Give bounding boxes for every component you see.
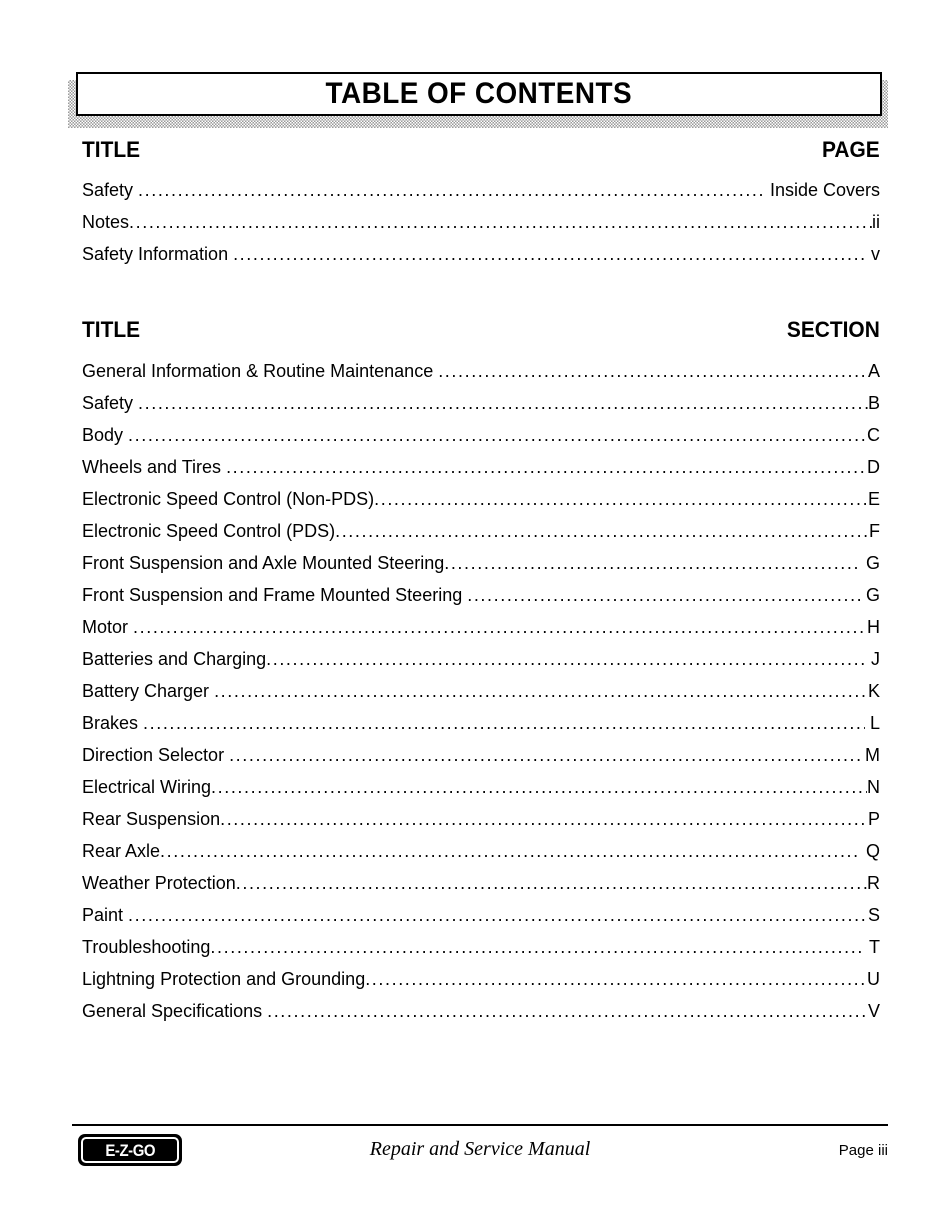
toc-entry-reference: C — [867, 425, 880, 445]
toc-entry-title: Rear Suspension — [82, 809, 221, 829]
toc-entry-title: Wheels and Tires — [82, 457, 222, 477]
toc-entry — [82, 449, 880, 481]
toc-entry — [82, 385, 880, 417]
footer-divider — [72, 1124, 888, 1126]
toc-entry-title: Electronic Speed Control (PDS) — [82, 521, 336, 541]
toc-entry-reference: F — [869, 521, 880, 541]
toc-entry — [82, 236, 880, 268]
toc-entry — [82, 481, 880, 513]
toc-entry-title: Direction Selector — [82, 745, 225, 765]
toc-entry — [82, 833, 880, 865]
toc-section-list — [82, 353, 880, 1025]
toc-entry-title: Brakes — [82, 713, 139, 733]
toc-entry-title: Front Suspension and Axle Mounted Steering — [82, 553, 445, 573]
toc-entry-reference: J — [871, 649, 880, 669]
toc-leader-dots — [143, 713, 865, 733]
toc-entry-reference: B — [867, 393, 880, 413]
toc-entry-reference: G — [865, 585, 880, 605]
toc-leader-dots — [128, 905, 868, 925]
toc-entry — [82, 577, 880, 609]
toc-entry-reference: U — [867, 969, 880, 989]
toc-entry — [82, 513, 880, 545]
toc-leader-dots — [233, 244, 866, 264]
toc-entry-title: Body — [82, 425, 124, 445]
toc-entry-reference: V — [867, 1001, 880, 1021]
toc-entry — [82, 801, 880, 833]
toc-entry — [82, 417, 880, 449]
toc-entry-reference: D — [867, 457, 880, 477]
banner-box — [76, 72, 882, 116]
toc-entry-title: Rear Axle — [82, 841, 161, 861]
page-column-header — [82, 137, 880, 163]
toc-entry-reference: ii — [872, 212, 880, 232]
toc-leader-dots — [229, 745, 860, 765]
toc-entry-reference: N — [867, 777, 880, 797]
toc-entry — [82, 769, 880, 801]
toc-entry-reference: L — [869, 713, 880, 733]
table-of-contents-banner — [68, 72, 888, 120]
toc-entry — [82, 353, 880, 385]
toc-entry — [82, 865, 880, 897]
toc-leader-dots — [211, 777, 867, 797]
toc-entry — [82, 673, 880, 705]
toc-entry-reference: A — [867, 361, 880, 381]
toc-entry-reference: K — [867, 681, 880, 701]
toc-entry-title: Lightning Protection and Grounding — [82, 969, 366, 989]
toc-entry-title: Electronic Speed Control (Non-PDS) — [82, 489, 375, 509]
toc-entry — [82, 897, 880, 929]
toc-leader-dots — [444, 553, 861, 573]
toc-entry — [82, 737, 880, 769]
toc-leader-dots — [133, 617, 867, 637]
toc-entry-title: Battery Charger — [82, 681, 210, 701]
toc-entry — [82, 609, 880, 641]
toc-leader-dots — [160, 841, 861, 861]
logo-text: E-Z-GO — [105, 1140, 155, 1160]
toc-entry — [82, 705, 880, 737]
toc-leader-dots — [214, 681, 868, 701]
page-title: TABLE OF CONTENTS — [325, 77, 633, 110]
toc-leader-dots — [335, 521, 869, 541]
toc-leader-dots — [438, 361, 868, 381]
toc-entry — [82, 993, 880, 1025]
toc-entry-title: Electrical Wiring — [82, 777, 212, 797]
toc-entry-reference: E — [867, 489, 880, 509]
toc-leader-dots — [129, 212, 872, 232]
toc-leader-dots — [374, 489, 868, 509]
toc-entry-title: Safety — [82, 393, 134, 413]
toc-leader-dots — [138, 180, 765, 200]
column-header-title: TITLE — [82, 137, 141, 162]
toc-entry-title: Weather Protection — [82, 873, 236, 893]
toc-entry-title: Safety — [82, 180, 134, 200]
toc-entry-title: Batteries and Charging — [82, 649, 267, 669]
toc-entry-title: Safety Information — [82, 244, 229, 264]
toc-leader-dots — [365, 969, 867, 989]
column-header-section: SECTION — [787, 317, 880, 342]
toc-entry-reference: P — [867, 809, 880, 829]
toc-entry-title: Motor — [82, 617, 129, 637]
page-footer — [72, 1134, 888, 1174]
toc-entry-reference: S — [867, 905, 880, 925]
toc-entry-reference: M — [865, 745, 880, 765]
toc-entry — [82, 961, 880, 993]
toc-entry-reference: T — [869, 937, 880, 957]
toc-entry-reference: R — [867, 873, 880, 893]
toc-entry-reference: Q — [865, 841, 880, 861]
toc-entry-reference: H — [867, 617, 880, 637]
toc-entry — [82, 204, 880, 236]
section-column-header — [82, 317, 880, 343]
toc-entry-title: Troubleshooting — [82, 937, 211, 957]
toc-entry — [82, 929, 880, 961]
toc-leader-dots — [220, 809, 868, 829]
toc-entry-title: Front Suspension and Frame Mounted Steering — [82, 585, 463, 605]
toc-leader-dots — [467, 585, 861, 605]
toc-entry — [82, 172, 880, 204]
toc-page-list — [82, 172, 880, 268]
toc-entry-title: Paint — [82, 905, 124, 925]
toc-entry-title: Notes — [82, 212, 130, 232]
toc-entry-reference: Inside Covers — [769, 180, 880, 200]
toc-entry-title: General Information & Routine Maintenance — [82, 361, 434, 381]
toc-leader-dots — [128, 425, 867, 445]
toc-leader-dots — [210, 937, 864, 957]
manual-title: Repair and Service Manual — [369, 1138, 591, 1160]
toc-entry — [82, 545, 880, 577]
toc-entry-reference: v — [871, 244, 880, 264]
column-header-title: TITLE — [82, 317, 141, 342]
toc-leader-dots — [226, 457, 867, 477]
toc-leader-dots — [138, 393, 868, 413]
toc-entry — [82, 641, 880, 673]
column-header-page: PAGE — [822, 137, 880, 162]
toc-entry-reference: G — [865, 553, 880, 573]
toc-leader-dots — [267, 1001, 868, 1021]
page-number: Page iii — [838, 1142, 888, 1159]
toc-leader-dots — [266, 649, 866, 669]
toc-leader-dots — [236, 873, 867, 893]
toc-entry-title: General Specifications — [82, 1001, 263, 1021]
